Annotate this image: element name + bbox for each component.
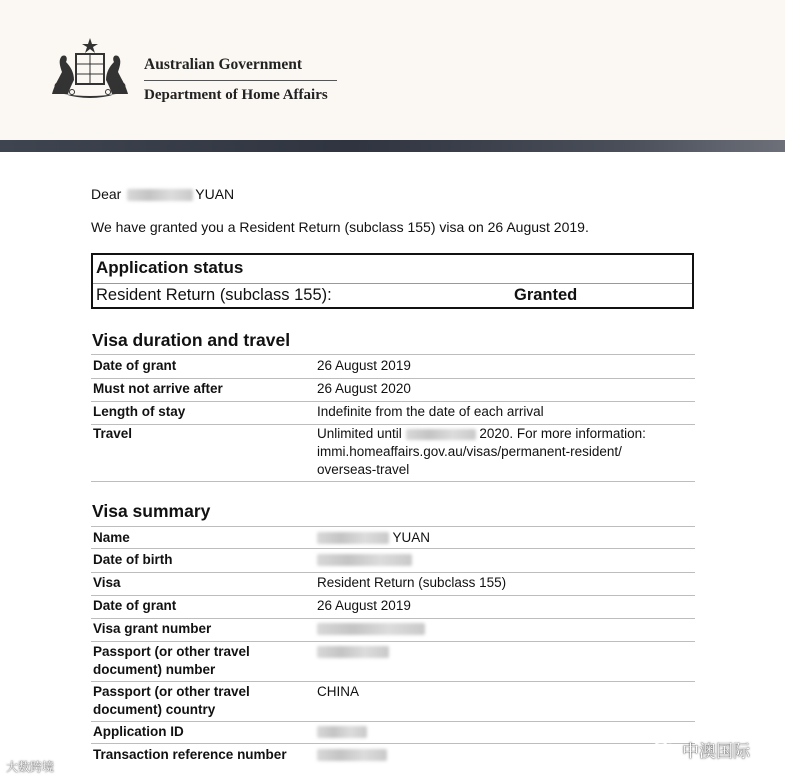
row-value: Unlimited until 2020. For more information: immi.homeaffairs.gov.au/visas/permanent-resident/ overseas-travel (317, 426, 646, 477)
row-value: Resident Return (subclass 155) (317, 575, 507, 590)
watermark-right: 中澳国际 (682, 742, 750, 761)
row-label: Must not arrive after (93, 381, 223, 396)
section-title-duration: Visa duration and travel (92, 330, 291, 350)
watermark-left: 大数跨境 (6, 760, 55, 774)
row-value (317, 723, 367, 741)
row-label: Passport (or other travel document) country (93, 684, 250, 717)
redacted-given-name (127, 189, 193, 201)
redacted-transaction-reference (317, 749, 387, 761)
redacted-given-name (317, 532, 389, 544)
application-status-box (91, 253, 694, 309)
row-label: Transaction reference number (93, 747, 287, 762)
redacted-date (406, 429, 476, 440)
row-label: Date of birth (93, 552, 173, 567)
header-divider (144, 80, 337, 81)
row-value: 26 August 2019 (317, 358, 411, 373)
section-title-summary: Visa summary (92, 501, 211, 521)
letterhead (0, 0, 785, 140)
row-label: Date of grant (93, 358, 177, 373)
row-value: Indefinite from the date of each arrival (317, 404, 544, 419)
row-label: Length of stay (93, 404, 186, 419)
row-value (317, 551, 412, 569)
row-value: 26 August 2020 (317, 381, 411, 396)
row-label: Application ID (93, 724, 184, 739)
row-value: 26 August 2019 (317, 598, 411, 613)
coat-of-arms-icon (44, 36, 136, 102)
department-name: Department of Home Affairs (144, 87, 328, 103)
row-value: YUAN (317, 529, 430, 547)
status-title: Application status (96, 258, 244, 277)
status-visa-label: Resident Return (subclass 155): (96, 286, 332, 304)
row-label: Visa grant number (93, 621, 212, 636)
redacted-application-id (317, 726, 367, 738)
row-label: Passport (or other travel document) number (93, 644, 250, 677)
row-label: Travel (93, 426, 133, 441)
row-label: Date of grant (93, 598, 177, 613)
row-label: Name (93, 530, 130, 545)
salutation: Dear YUAN (91, 186, 235, 202)
row-value: CHINA (317, 684, 360, 699)
agency-name: Australian Government (144, 56, 303, 73)
row-label: Visa (93, 575, 121, 590)
row-value (317, 643, 389, 661)
row-value (317, 746, 387, 764)
row-value (317, 620, 425, 638)
status-value: Granted (514, 286, 578, 304)
redacted-date-of-birth (317, 554, 412, 566)
redacted-passport-number (317, 646, 389, 658)
chat-watermark-icon (652, 741, 678, 757)
redacted-grant-number (317, 623, 425, 635)
header-bar (0, 140, 785, 152)
grant-statement: We have granted you a Resident Return (subclass 155) visa on 26 August 2019. (91, 219, 589, 235)
